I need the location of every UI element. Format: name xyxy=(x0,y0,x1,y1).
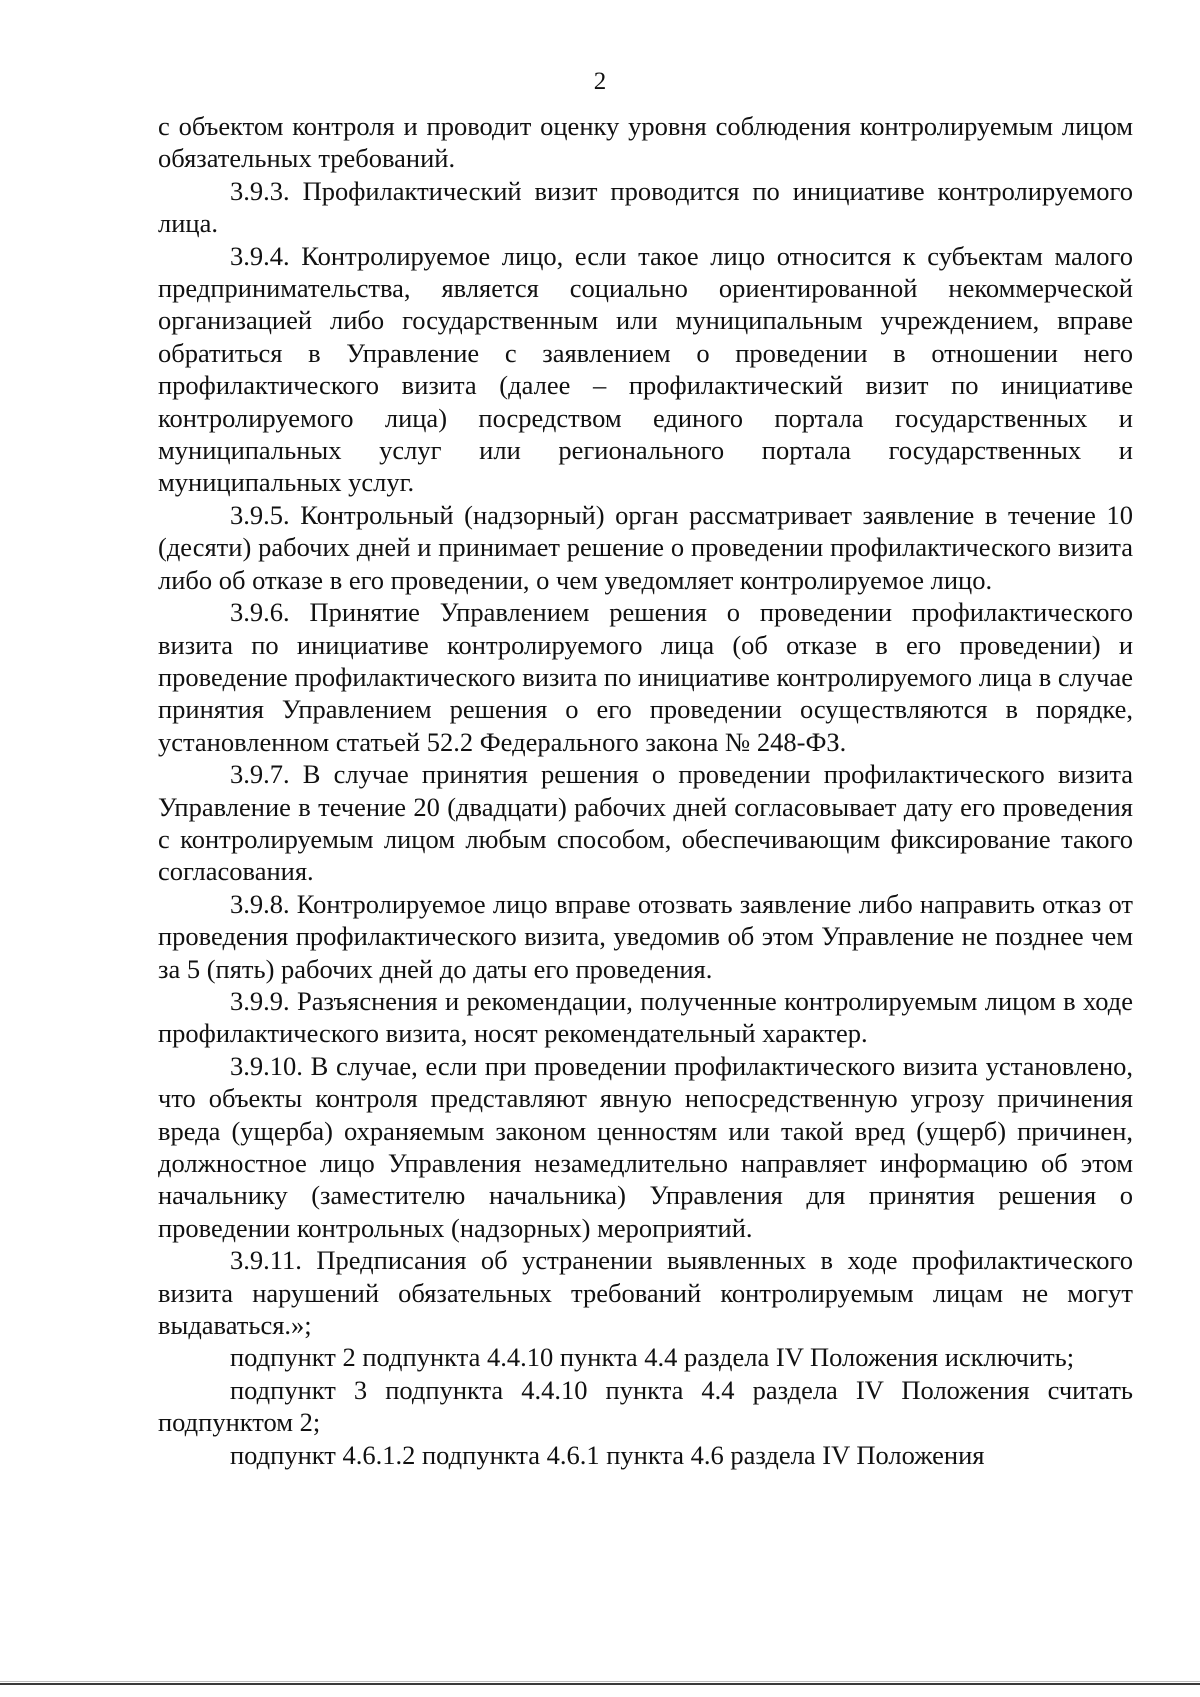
paragraph-3-9-10: 3.9.10. В случае, если при проведении профилактического визита установлено, что объекты контроля представляют явную непосредственную угрозу причинения вреда (ущерба) охраняемым законом ценностям или такой вред (ущерб) причинен, должностное лицо Управления незамедлительно направляет информацию об этом начальнику (заместителю начальника) Управления для принятия решения о проведении контрольных (надзорных) мероприятий. xyxy=(158,1050,1133,1243)
paragraph-3-9-4: 3.9.4. Контролируемое лицо, если такое лицо относится к субъектам малого предпринимательства, является социально ориентированной некоммерческой организацией либо государственным или муниципальным учреждением, вправе обратиться в Управление с заявлением о проведении в отношении него профилактического визита (далее – профилактический визит по инициативе контролируемого лица) посредством единого портала государственных и муниципальных услуг или регионального портала государственных и муниципальных услуг. xyxy=(158,240,1133,498)
scan-edge-shadow xyxy=(0,1681,1200,1682)
paragraph-subitem-exclude: подпункт 2 подпункта 4.4.10 пункта 4.4 раздела IV Положения исключить; xyxy=(230,1342,1075,1373)
paragraph-3-9-9: 3.9.9. Разъяснения и рекомендации, полученные контролируемым лицом в ходе профилактического визита, носят рекомендательный характер. xyxy=(158,985,1133,1049)
paragraph-3-9-3: 3.9.3. Профилактический визит проводится по инициативе контролируемого лица. xyxy=(158,175,1133,239)
paragraph-continuation: с объектом контроля и проводит оценку уровня соблюдения контролируемым лицом обязательных требований. xyxy=(158,111,1133,174)
page-number: 2 xyxy=(593,68,607,95)
paragraph-3-9-7: 3.9.7. В случае принятия решения о проведении профилактического визита Управление в течение 20 (двадцати) рабочих дней согласовывает дату его проведения с контролируемым лицом любым способом, обеспечивающим фиксирование такого согласования. xyxy=(158,759,1133,887)
scan-edge-line xyxy=(0,1683,1200,1685)
paragraph-subitem-4-6-1-2: подпункт 4.6.1.2 подпункта 4.6.1 пункта 4.6 раздела IV Положения xyxy=(230,1439,985,1470)
paragraph-3-9-5: 3.9.5. Контрольный (надзорный) орган рассматривает заявление в течение 10 (десяти) рабочих дней и принимает решение о проведении профилактического визита либо об отказе в его проведении, о чем уведомляет контролируемое лицо. xyxy=(158,499,1133,595)
paragraph-subitem-renumber: подпункт 3 подпункта 4.4.10 пункта 4.4 раздела IV Положения считать подпунктом 2; xyxy=(158,1374,1133,1438)
paragraph-3-9-6: 3.9.6. Принятие Управлением решения о проведении профилактического визита по инициативе контролируемого лица (об отказе в его проведении) и проведение профилактического визита по инициативе контролируемого лица в случае принятия Управлением решения о его проведении осуществляются в порядке, установленном статьей 52.2 Федерального закона № 248-ФЗ. xyxy=(158,597,1133,757)
paragraph-3-9-11: 3.9.11. Предписания об устранении выявленных в ходе профилактического визита нарушений обязательных требований контролируемым лицам не могут выдаваться.»; xyxy=(158,1245,1133,1341)
paragraph-3-9-8: 3.9.8. Контролируемое лицо вправе отозвать заявление либо направить отказ от проведения профилактического визита, уведомив об этом Управление не позднее чем за 5 (пять) рабочих дней до даты его проведения. xyxy=(158,888,1133,984)
document-body xyxy=(158,110,1133,1471)
